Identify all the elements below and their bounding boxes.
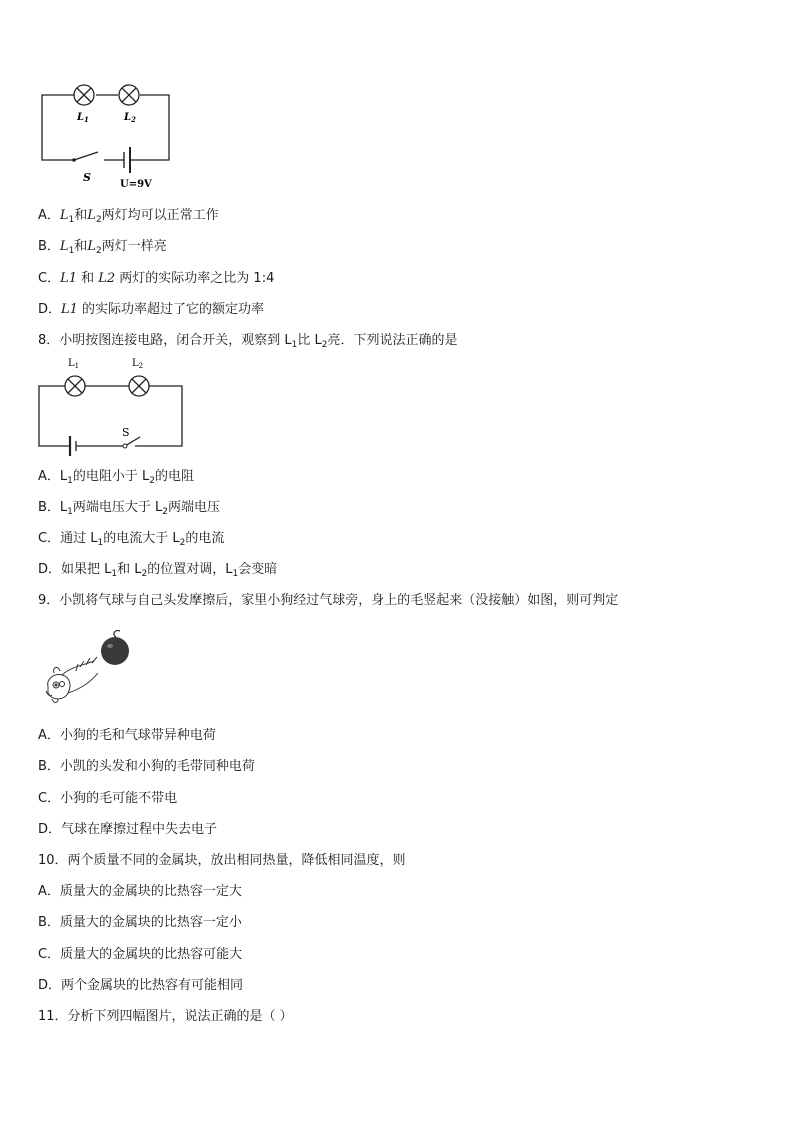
q8-lamp-l1-symbol — [65, 376, 85, 396]
svg-text:L2 — [123, 112, 136, 124]
q8-option-a: A．$L_1$的电阻小于 $L_2$的电阻 — [38, 469, 195, 486]
lamp-l1-sub: 1 — [84, 115, 89, 124]
q7-option-a: A．$L_1$和$L_2$两灯均可以正常工作 — [38, 208, 219, 225]
q9-option-d: D．气球在摩擦过程中失去电子 — [38, 822, 218, 837]
q9-option-c: C．小狗的毛可能不带电 — [38, 791, 178, 806]
q10-option-d: D．两个金属块的比热容有可能相同 — [38, 978, 244, 993]
q9-option-b: B．小凯的头发和小狗的毛带同种电荷 — [38, 759, 255, 774]
q9-option-a: A．小狗的毛和气球带异种电荷 — [38, 728, 216, 743]
q8-option-b: B．$L_1$两端电压大于 $L_2$两端电压 — [38, 500, 221, 517]
q8-switch-label: S — [122, 426, 130, 439]
q9-stem: 9．小凯将气球与自己头发摩擦后，家里小狗经过气球旁，身上的毛竖起来（没接触）如图，则可判定 — [38, 593, 619, 608]
lamp-l1-symbol — [74, 85, 94, 105]
voltage-label: U=9V — [120, 179, 152, 190]
q8-stem: 8．小明按图连接电路，闭合开关，观察到 $L_1$比 $L_2$亮．下列说法正确的是 — [38, 333, 458, 350]
q7-option-c: C．L1 和 L2 两灯的实际功率之比为 1:4 — [38, 271, 275, 286]
lamp-l2-sub: 2 — [131, 115, 136, 124]
q8-option-c: C．通过 $L_1$的电流大于 $L_2$的电流 — [38, 531, 225, 548]
q8-lamp-l2-sub: 2 — [138, 362, 144, 370]
q10-option-b: B．质量大的金属块的比热容一定小 — [38, 915, 242, 930]
q10-stem: 10．两个质量不同的金属块，放出相同热量，降低相同温度，则 — [38, 853, 406, 868]
q8-lamp-l1-label: L — [68, 358, 75, 369]
svg-text:L1 — [68, 358, 79, 370]
lamp-l1-label: L — [77, 112, 85, 123]
q7-circuit-diagram — [36, 80, 176, 195]
q7-option-d: D．L1 的实际功率超过了它的额定功率 — [38, 302, 265, 317]
lamp-l2-label: L — [124, 112, 132, 123]
svg-text:L1 — [76, 112, 89, 124]
dog-and-balloon-illustration — [40, 627, 140, 709]
q8-lamp-l2-symbol — [129, 376, 149, 396]
dog-sketch-icon — [46, 657, 98, 702]
balloon-icon — [101, 631, 129, 665]
q8-lamp-l2-label: L — [132, 358, 139, 369]
q10-option-a: A．质量大的金属块的比热容一定大 — [38, 884, 242, 899]
svg-text:L2 — [132, 358, 143, 370]
q10-option-c: C．质量大的金属块的比热容可能大 — [38, 947, 243, 962]
q8-lamp-l1-sub: 1 — [74, 362, 80, 370]
q8-circuit-diagram — [36, 352, 188, 464]
lamp-l2-symbol — [119, 85, 139, 105]
switch-label: S — [83, 171, 91, 184]
q8-option-d: D．如果把 $L_1$和 $L_2$的位置对调，$L_1$会变暗 — [38, 562, 278, 579]
q7-option-b: B．$L_1$和$L_2$两灯一样亮 — [38, 239, 167, 256]
q11-stem: 11．分析下列四幅图片，说法正确的是（ ） — [38, 1009, 293, 1024]
